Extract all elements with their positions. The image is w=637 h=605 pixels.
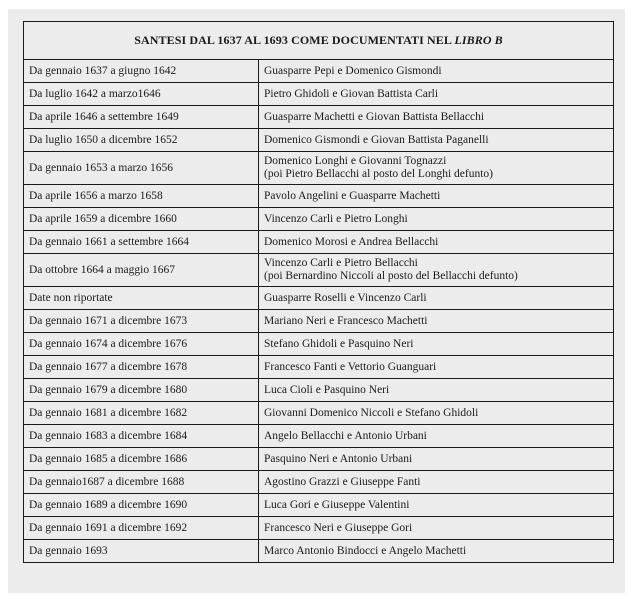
santesi-names: Guasparre Pepi e Domenico Gismondi — [264, 64, 442, 77]
period-cell: Da gennaio 1653 a marzo 1656 — [24, 152, 259, 185]
table-row — [24, 106, 614, 129]
table-row — [24, 333, 614, 356]
santesi-names: Guasparre Roselli e Vincenzo Carli — [264, 291, 427, 304]
santesi-cell — [259, 185, 614, 208]
santesi-names: Domenico Longhi e Giovanni Tognazzi — [264, 155, 447, 167]
santesi-cell — [259, 471, 614, 494]
santesi-names: Guasparre Machetti e Giovan Battista Bellacchi — [264, 110, 485, 123]
period-cell: Da gennaio 1637 a giugno 1642 — [24, 60, 259, 83]
period-cell: Da luglio 1650 a dicembre 1652 — [24, 129, 259, 152]
santesi-names: Pavolo Angelini e Guasparre Machetti — [264, 189, 441, 202]
santesi-note: (poi Pietro Bellacchi al posto del Longhi defunto) — [264, 168, 493, 180]
table-row — [24, 185, 614, 208]
santesi-cell — [259, 379, 614, 402]
table-title — [24, 22, 614, 60]
santesi-names: Pasquino Neri e Antonio Urbani — [264, 452, 413, 465]
santesi-cell — [259, 310, 614, 333]
santesi-table — [23, 21, 614, 563]
table-row — [24, 208, 614, 231]
santesi-cell — [259, 425, 614, 448]
santesi-names: Stefano Ghidoli e Pasquino Neri — [264, 337, 414, 350]
santesi-cell — [259, 152, 614, 185]
santesi-cell — [259, 494, 614, 517]
table-row — [24, 379, 614, 402]
santesi-cell — [259, 333, 614, 356]
period-cell: Da gennaio 1674 a dicembre 1676 — [24, 333, 259, 356]
santesi-cell — [259, 254, 614, 287]
santesi-names: Agostino Grazzi e Giuseppe Fanti — [264, 475, 421, 488]
santesi-names: Luca Gori e Giuseppe Valentini — [264, 498, 410, 511]
period-cell: Da gennaio 1677 a dicembre 1678 — [24, 356, 259, 379]
table-title-italic: LIBRO B — [454, 33, 503, 47]
period-cell: Da luglio 1642 a marzo1646 — [24, 83, 259, 106]
table-row — [24, 356, 614, 379]
table-row — [24, 60, 614, 83]
table-row — [24, 287, 614, 310]
santesi-cell — [259, 402, 614, 425]
santesi-names: Vincenzo Carli e Pietro Longhi — [264, 212, 408, 225]
period-cell: Da gennaio 1685 a dicembre 1686 — [24, 448, 259, 471]
table-row — [24, 402, 614, 425]
santesi-names: Pietro Ghidoli e Giovan Battista Carli — [264, 87, 439, 100]
period-cell: Da gennaio 1691 a dicembre 1692 — [24, 517, 259, 540]
table-row — [24, 540, 614, 563]
santesi-cell — [259, 517, 614, 540]
period-cell: Da aprile 1659 a dicembre 1660 — [24, 208, 259, 231]
period-cell: Da aprile 1656 a marzo 1658 — [24, 185, 259, 208]
table-row — [24, 425, 614, 448]
santesi-cell — [259, 208, 614, 231]
period-cell: Da ottobre 1664 a maggio 1667 — [24, 254, 259, 287]
santesi-names: Domenico Morosi e Andrea Bellacchi — [264, 235, 439, 248]
santesi-cell — [259, 356, 614, 379]
santesi-names: Mariano Neri e Francesco Machetti — [264, 314, 428, 327]
santesi-names: Giovanni Domenico Niccoli e Stefano Ghidoli — [264, 406, 479, 419]
table-row — [24, 152, 614, 185]
table-row — [24, 448, 614, 471]
table-title-row — [24, 22, 614, 60]
period-cell: Da gennaio 1661 a settembre 1664 — [24, 231, 259, 254]
santesi-names: Francesco Neri e Giuseppe Gori — [264, 521, 413, 534]
santesi-cell — [259, 129, 614, 152]
table-row — [24, 310, 614, 333]
table-row — [24, 494, 614, 517]
table-row — [24, 231, 614, 254]
santesi-names: Vincenzo Carli e Pietro Bellacchi — [264, 257, 418, 269]
period-cell: Da gennaio 1693 — [24, 540, 259, 563]
period-cell: Da aprile 1646 a settembre 1649 — [24, 106, 259, 129]
table-title-text: SANTESI DAL 1637 AL 1693 COME DOCUMENTATI NEL — [134, 33, 455, 47]
period-cell: Da gennaio 1681 a dicembre 1682 — [24, 402, 259, 425]
santesi-cell — [259, 60, 614, 83]
santesi-cell — [259, 83, 614, 106]
santesi-names: Angelo Bellacchi e Antonio Urbani — [264, 429, 427, 442]
table-row — [24, 83, 614, 106]
santesi-names: Marco Antonio Bindocci e Angelo Machetti — [264, 544, 467, 557]
period-cell: Da gennaio 1689 a dicembre 1690 — [24, 494, 259, 517]
table-row — [24, 129, 614, 152]
santesi-cell — [259, 231, 614, 254]
santesi-note: (poi Bernardino Niccoli al posto del Bellacchi defunto) — [264, 270, 518, 282]
period-cell: Da gennaio 1683 a dicembre 1684 — [24, 425, 259, 448]
period-cell: Da gennaio 1671 a dicembre 1673 — [24, 310, 259, 333]
table-row — [24, 254, 614, 287]
period-cell: Da gennaio1687 a dicembre 1688 — [24, 471, 259, 494]
santesi-cell — [259, 540, 614, 563]
santesi-cell — [259, 287, 614, 310]
period-cell: Da gennaio 1679 a dicembre 1680 — [24, 379, 259, 402]
table-row — [24, 517, 614, 540]
santesi-names: Luca Cioli e Pasquino Neri — [264, 383, 390, 396]
period-cell: Date non riportate — [24, 287, 259, 310]
santesi-cell — [259, 106, 614, 129]
santesi-names: Domenico Gismondi e Giovan Battista Paganelli — [264, 133, 489, 146]
santesi-cell — [259, 448, 614, 471]
santesi-names: Francesco Fanti e Vettorio Guanguari — [264, 360, 437, 373]
table-row — [24, 471, 614, 494]
